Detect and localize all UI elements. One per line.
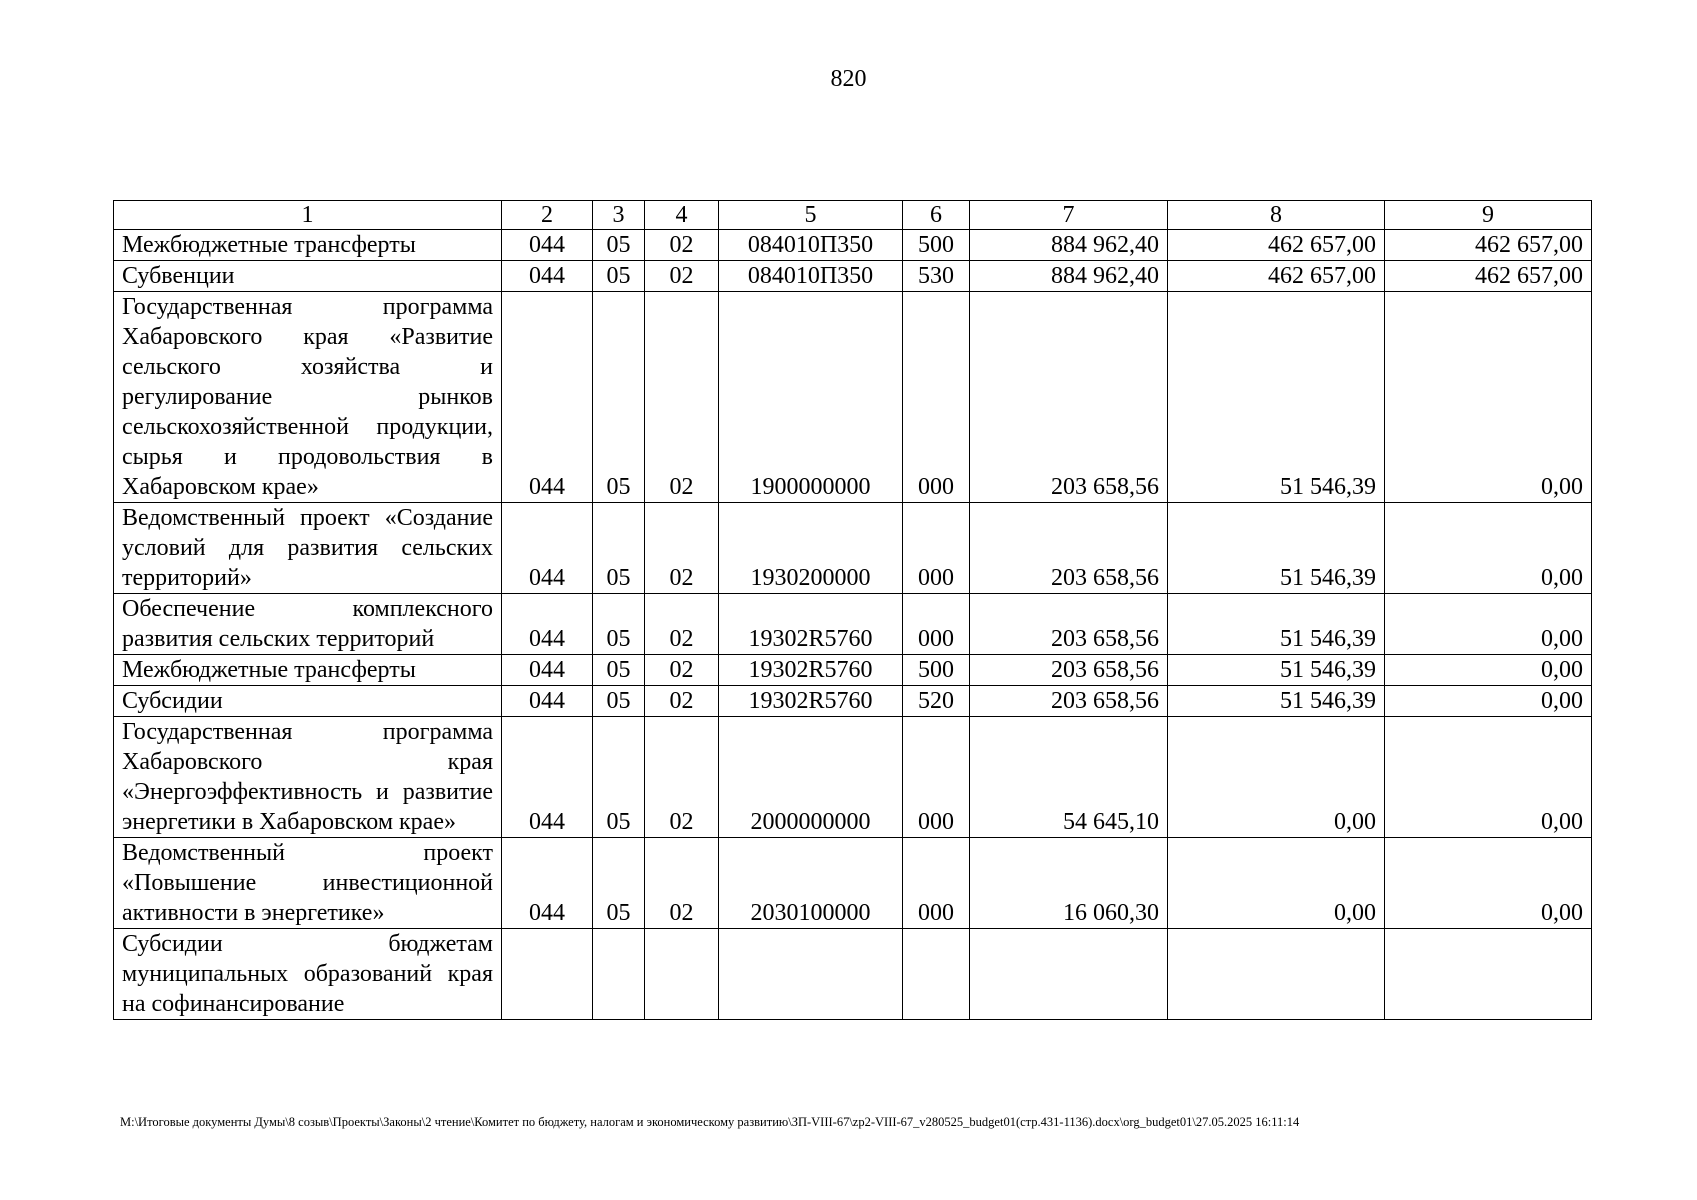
cell-code-5 [719,929,903,1020]
cell-code-2: 044 [502,717,593,838]
cell-code-5: 2000000000 [719,717,903,838]
table-row [114,503,1592,594]
cell-amount-8: 0,00 [1168,717,1385,838]
cell-amount-7: 203 658,56 [970,655,1168,686]
cell-amount-9: 0,00 [1385,292,1592,503]
cell-amount-8: 51 546,39 [1168,503,1385,594]
cell-amount-8: 51 546,39 [1168,594,1385,655]
table-row [114,261,1592,292]
cell-amount-8: 462 657,00 [1168,261,1385,292]
table-row [114,717,1592,838]
cell-code-3: 05 [593,292,645,503]
cell-code-2: 044 [502,230,593,261]
cell-amount-8: 0,00 [1168,838,1385,929]
cell-code-6: 530 [903,261,970,292]
cell-code-2: 044 [502,261,593,292]
table-row [114,230,1592,261]
cell-amount-7: 203 658,56 [970,686,1168,717]
cell-amount-8: 462 657,00 [1168,230,1385,261]
row-name: Ведомственный проект «Создание условий для развития сельских территорий» [114,503,502,594]
cell-code-6 [903,929,970,1020]
column-header: 4 [645,201,719,230]
cell-code-3: 05 [593,261,645,292]
column-number-row [114,201,1592,230]
cell-amount-9: 0,00 [1385,686,1592,717]
cell-code-4: 02 [645,838,719,929]
cell-amount-7: 54 645,10 [970,717,1168,838]
cell-code-5: 084010П350 [719,230,903,261]
column-header: 5 [719,201,903,230]
cell-amount-9: 0,00 [1385,717,1592,838]
cell-code-2: 044 [502,838,593,929]
cell-code-4: 02 [645,292,719,503]
cell-code-6: 000 [903,838,970,929]
cell-amount-8: 51 546,39 [1168,655,1385,686]
row-name: Межбюджетные трансферты [114,230,502,261]
row-name: Государственная программа Хабаровского края «Энергоэффективность и развитие энергетики в Хабаровском крае» [114,717,502,838]
cell-amount-8 [1168,929,1385,1020]
row-name: Субвенции [114,261,502,292]
cell-code-6: 500 [903,655,970,686]
row-name: Обеспечение комплексного развития сельских территорий [114,594,502,655]
table-row [114,594,1592,655]
cell-code-2: 044 [502,503,593,594]
cell-amount-7: 203 658,56 [970,594,1168,655]
cell-amount-9: 0,00 [1385,594,1592,655]
cell-amount-9: 0,00 [1385,838,1592,929]
row-name: Субсидии бюджетам муниципальных образований края на софинансирование [114,929,502,1020]
cell-code-5: 19302R5760 [719,686,903,717]
row-name: Государственная программа Хабаровского края «Развитие сельского хозяйства и регулирование рынков сельскохозяйственной продукции, сырья и продовольствия в Хабаровском крае» [114,292,502,503]
cell-code-3: 05 [593,717,645,838]
cell-amount-9: 462 657,00 [1385,230,1592,261]
cell-code-5: 1900000000 [719,292,903,503]
cell-code-4: 02 [645,503,719,594]
table-row [114,686,1592,717]
cell-code-5: 19302R5760 [719,594,903,655]
column-header: 3 [593,201,645,230]
cell-code-3: 05 [593,838,645,929]
cell-code-4: 02 [645,594,719,655]
column-header: 6 [903,201,970,230]
column-header: 8 [1168,201,1385,230]
cell-amount-9: 0,00 [1385,655,1592,686]
cell-code-2: 044 [502,686,593,717]
cell-code-3: 05 [593,503,645,594]
table-row [114,292,1592,503]
row-name: Субсидии [114,686,502,717]
page-number: 820 [830,66,867,92]
cell-amount-7 [970,929,1168,1020]
cell-code-4: 02 [645,655,719,686]
cell-code-2 [502,929,593,1020]
cell-amount-7: 884 962,40 [970,230,1168,261]
column-header: 2 [502,201,593,230]
cell-code-6: 500 [903,230,970,261]
cell-code-4: 02 [645,230,719,261]
cell-code-6: 000 [903,594,970,655]
cell-amount-9 [1385,929,1592,1020]
budget-table [113,200,1592,1020]
cell-code-6: 000 [903,717,970,838]
cell-amount-7: 884 962,40 [970,261,1168,292]
table-row [114,838,1592,929]
cell-code-3: 05 [593,655,645,686]
cell-code-4: 02 [645,717,719,838]
cell-code-5: 19302R5760 [719,655,903,686]
row-name: Межбюджетные трансферты [114,655,502,686]
cell-code-6: 520 [903,686,970,717]
cell-code-3 [593,929,645,1020]
cell-code-3: 05 [593,686,645,717]
table-row [114,929,1592,1020]
cell-code-3: 05 [593,594,645,655]
cell-amount-8: 51 546,39 [1168,292,1385,503]
cell-amount-7: 203 658,56 [970,503,1168,594]
cell-code-4: 02 [645,261,719,292]
cell-code-2: 044 [502,655,593,686]
cell-code-6: 000 [903,292,970,503]
row-name: Ведомственный проект «Повышение инвестиционной активности в энергетике» [114,838,502,929]
cell-amount-9: 462 657,00 [1385,261,1592,292]
cell-amount-8: 51 546,39 [1168,686,1385,717]
cell-code-5: 084010П350 [719,261,903,292]
cell-code-3: 05 [593,230,645,261]
column-header: 1 [114,201,502,230]
cell-code-4 [645,929,719,1020]
cell-code-4: 02 [645,686,719,717]
cell-code-6: 000 [903,503,970,594]
cell-amount-7: 203 658,56 [970,292,1168,503]
cell-code-2: 044 [502,292,593,503]
cell-amount-9: 0,00 [1385,503,1592,594]
cell-amount-7: 16 060,30 [970,838,1168,929]
cell-code-2: 044 [502,594,593,655]
cell-code-5: 1930200000 [719,503,903,594]
table-row [114,655,1592,686]
footer-file-path: М:\Итоговые документы Думы\8 созыв\Проекты\Законы\2 чтение\Комитет по бюджету, налогам и экономическому развитию\ЗП-VIII-67\zp2-VIII-67_v280525_budget01(стр.431-1136).docx\org_budget01\27.05.2025 16:11:14 [120,1115,1300,1129]
column-header: 7 [970,201,1168,230]
cell-code-5: 2030100000 [719,838,903,929]
column-header: 9 [1385,201,1592,230]
